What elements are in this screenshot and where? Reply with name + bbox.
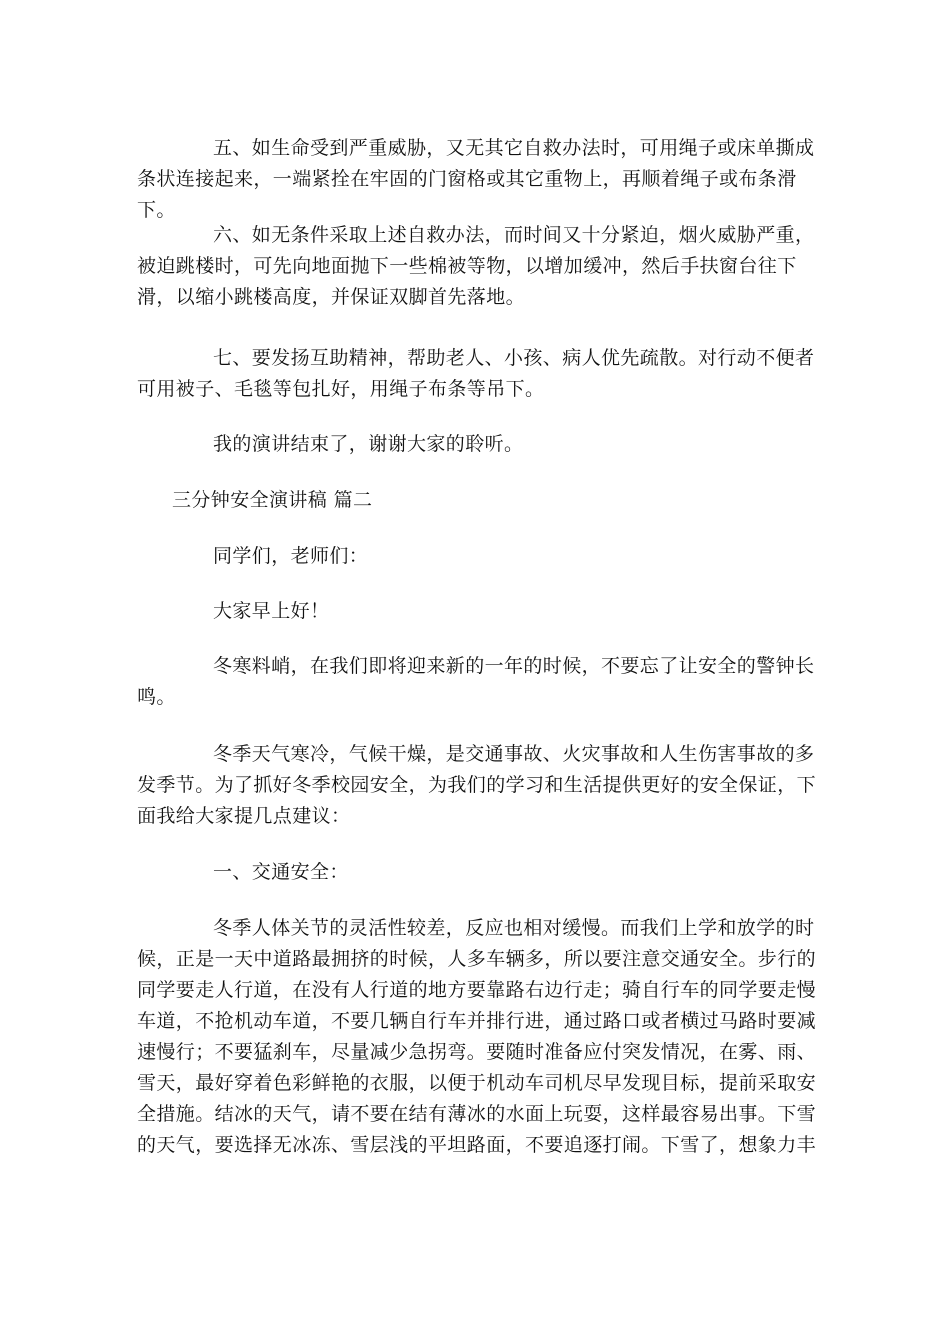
- section-title: 三分钟安全演讲稿 篇二: [172, 489, 373, 511]
- closing-line: 我的演讲结束了，谢谢大家的聆听。: [213, 433, 524, 455]
- intro-paragraph-2: 冬季天气寒冷，气候干燥，是交通事故、火灾事故和人生伤害事故的多发季节。为了抓好冬季校园安全，为我们的学习和生活提供更好的安全保证，下面我给大家提几点建议：: [137, 743, 817, 827]
- paragraph-six: 六、如无条件采取上述自救办法，而时间又十分紧迫，烟火威胁严重，被迫跳楼时，可先向地面抛下一些棉被等物，以增加缓冲，然后手扶窗台往下滑，以缩小跳楼高度，并保证双脚首先落地。: [137, 224, 815, 308]
- greeting: 大家早上好！: [213, 600, 330, 622]
- traffic-heading: 一、交通安全：: [213, 861, 349, 883]
- paragraph-five: 五、如生命受到严重威胁，又无其它自救办法时，可用绳子或床单撕成条状连接起来，一端紧拴在牢固的门窗格或其它重物上，再顺着绳子或布条滑下。: [137, 137, 815, 221]
- intro-paragraph-1: 冬寒料峭，在我们即将迎来新的一年的时候，不要忘了让安全的警钟长鸣。: [137, 655, 815, 708]
- salutation: 同学们，老师们：: [213, 545, 369, 567]
- paragraph-seven: 七、要发扬互助精神，帮助老人、小孩、病人优先疏散。对行动不便者可用被子、毛毯等包扎好，用绳子布条等吊下。: [137, 347, 815, 400]
- traffic-paragraph: 冬季人体关节的灵活性较差，反应也相对缓慢。而我们上学和放学的时候，正是一天中道路最拥挤的时候，人多车辆多，所以要注意交通安全。步行的同学要走人行道，在没有人行道的地方要靠路右边行走；骑自行车的同学要走慢车道，不抢机动车道，不要几辆自行车并排行进，通过路口或者横过马路时要减速慢行；不要猛刹车，尽量减少急拐弯。要随时准备应付突发情况，在雾、雨、雪天，最好穿着色彩鲜艳的衣服，以便于机动车司机尽早发现目标，提前采取安全措施。结冰的天气，请不要在结有薄冰的水面上玩耍，这样最容易出事。下雪的天气，要选择无冰冻、雪层浅的平坦路面，不要追逐打闹。下雪了，想象力丰: [137, 917, 817, 1156]
